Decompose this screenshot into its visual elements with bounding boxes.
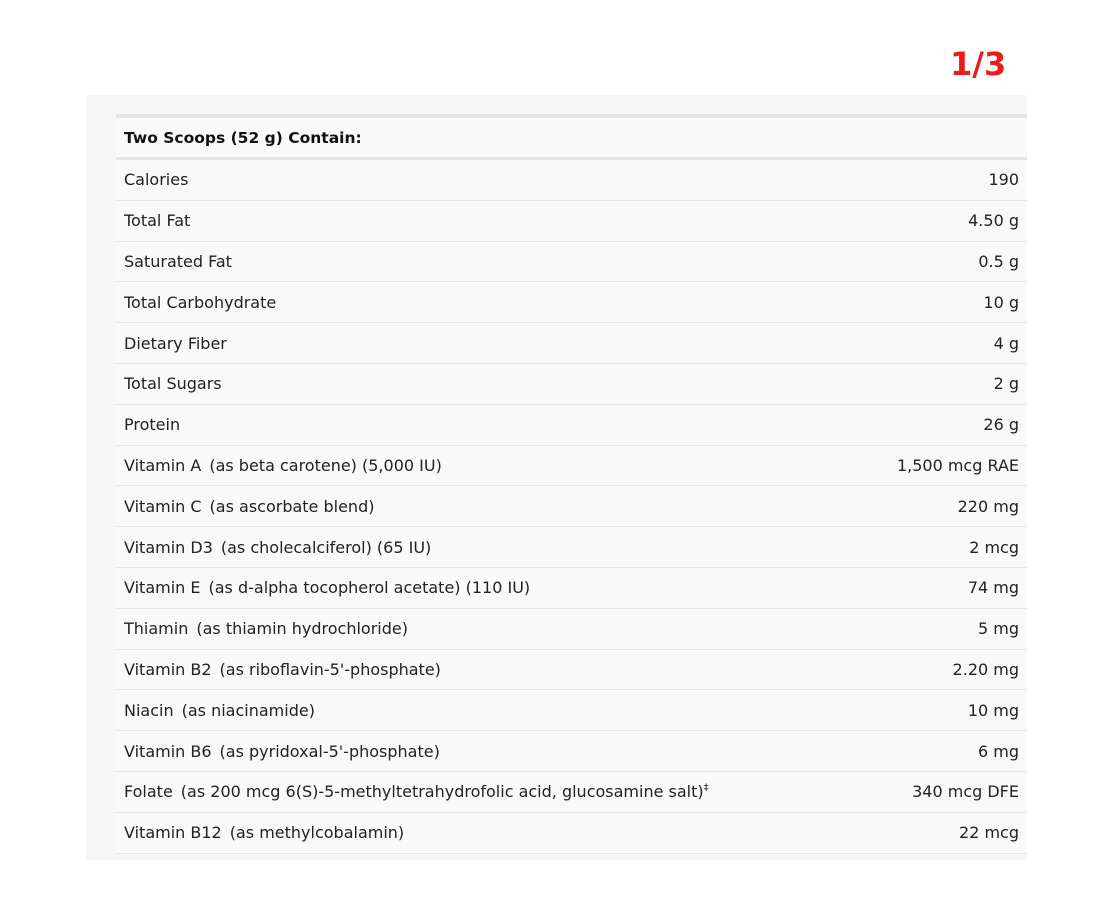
nutrient-amount: 74 mg: [967, 578, 1019, 598]
nutrient-label: [124, 374, 222, 393]
nutrient-source: (as riboflavin-5'-phosphate): [219, 659, 441, 679]
table-row: [116, 486, 1027, 527]
nutrient-name: Dietary Fiber: [124, 333, 227, 353]
nutrient-amount: 26 g: [983, 415, 1019, 435]
nutrient-label: [124, 782, 709, 801]
table-row: [116, 527, 1027, 568]
nutrient-source: (as niacinamide): [181, 700, 315, 720]
nutrient-name: Total Carbohydrate: [124, 292, 277, 312]
nutrient-amount: 1,500 mcg RAE: [896, 455, 1019, 475]
nutrient-label: [124, 619, 408, 638]
nutrient-amount: 340 mcg DFE: [912, 782, 1019, 802]
nutrient-name: Vitamin B6: [124, 741, 212, 761]
nutrient-amount: 10 g: [983, 292, 1019, 312]
nutrient-amount: 220 mg: [957, 496, 1019, 516]
nutrient-name: Saturated Fat: [124, 251, 232, 271]
nutrient-label: [124, 415, 180, 434]
nutrient-amount: 2.20 mg: [952, 659, 1019, 679]
nutrient-source: (as cholecalciferol) (65 IU): [220, 537, 432, 557]
nutrient-source: (as 200 mcg 6(S)-5-methyltetrahydrofolic acid, glucosamine salt): [180, 782, 704, 802]
nutrient-amount: 6 mg: [977, 741, 1019, 761]
table-row: [116, 731, 1027, 772]
table-row: [116, 568, 1027, 609]
nutrient-name: Vitamin A: [124, 455, 202, 475]
nutrient-name: Protein: [124, 415, 181, 435]
nutrient-name: Vitamin D3: [124, 537, 213, 557]
table-row: [116, 364, 1027, 405]
table-row: [116, 160, 1027, 201]
table-header-row: [116, 118, 1027, 160]
nutrient-label: [124, 497, 374, 516]
nutrient-label: [124, 538, 431, 557]
nutrient-name: Total Fat: [124, 211, 191, 231]
nutrient-source: (as ascorbate blend): [209, 496, 375, 516]
nutrient-label: [124, 293, 276, 312]
nutrient-amount: 10 mg: [967, 700, 1019, 720]
nutrient-amount: 4.50 g: [968, 211, 1019, 231]
nutrient-label: [124, 742, 440, 761]
nutrient-label: [124, 211, 190, 230]
nutrient-name: Total Sugars: [124, 374, 222, 394]
nutrient-label: [124, 252, 232, 271]
nutrient-name: Niacin: [124, 700, 174, 720]
table-row: [116, 650, 1027, 691]
nutrient-amount: 5 mg: [977, 619, 1019, 639]
nutrient-label: [124, 701, 315, 720]
nutrient-name: Vitamin C: [124, 496, 202, 516]
nutrient-label: [124, 334, 227, 353]
nutrient-amount: 2 mcg: [969, 537, 1019, 557]
nutrition-facts-table: [116, 114, 1027, 854]
table-row: [116, 282, 1027, 323]
table-row: [116, 690, 1027, 731]
table-row: [116, 405, 1027, 446]
table-row: [116, 242, 1027, 283]
table-row: [116, 446, 1027, 487]
nutrient-source: (as pyridoxal-5'-phosphate): [219, 741, 440, 761]
nutrient-source: (as methylcobalamin): [229, 823, 405, 843]
table-row: [116, 323, 1027, 364]
nutrient-source: (as beta carotene) (5,000 IU): [209, 455, 442, 475]
nutrient-amount: 190: [988, 170, 1019, 190]
table-row: [116, 201, 1027, 242]
page-indicator: 1/3: [950, 45, 1007, 83]
nutrient-name: Thiamin: [124, 619, 189, 639]
table-row: [116, 609, 1027, 650]
nutrient-amount: 22 mcg: [959, 823, 1019, 843]
nutrient-label: [124, 823, 404, 842]
serving-size-header: Two Scoops (52 g) Contain:: [124, 128, 362, 147]
table-row: [116, 772, 1027, 813]
nutrient-name: Vitamin E: [124, 578, 201, 598]
nutrient-rows: [116, 160, 1027, 854]
table-row: [116, 813, 1027, 854]
nutrient-name: Folate: [124, 782, 173, 802]
nutrient-amount: 0.5 g: [978, 251, 1019, 271]
nutrient-amount: 4 g: [993, 333, 1019, 353]
footnote-marker: ‡: [703, 783, 709, 795]
nutrient-name: Vitamin B2: [124, 659, 212, 679]
nutrient-amount: 2 g: [993, 374, 1019, 394]
nutrient-name: Calories: [124, 170, 189, 190]
nutrient-label: [124, 170, 188, 189]
nutrient-source: (as thiamin hydrochloride): [196, 619, 408, 639]
nutrient-label: [124, 578, 530, 597]
nutrient-source: (as d-alpha tocopherol acetate) (110 IU): [208, 578, 531, 598]
nutrient-label: [124, 660, 441, 679]
nutrient-label: [124, 456, 442, 475]
nutrient-name: Vitamin B12: [124, 823, 222, 843]
